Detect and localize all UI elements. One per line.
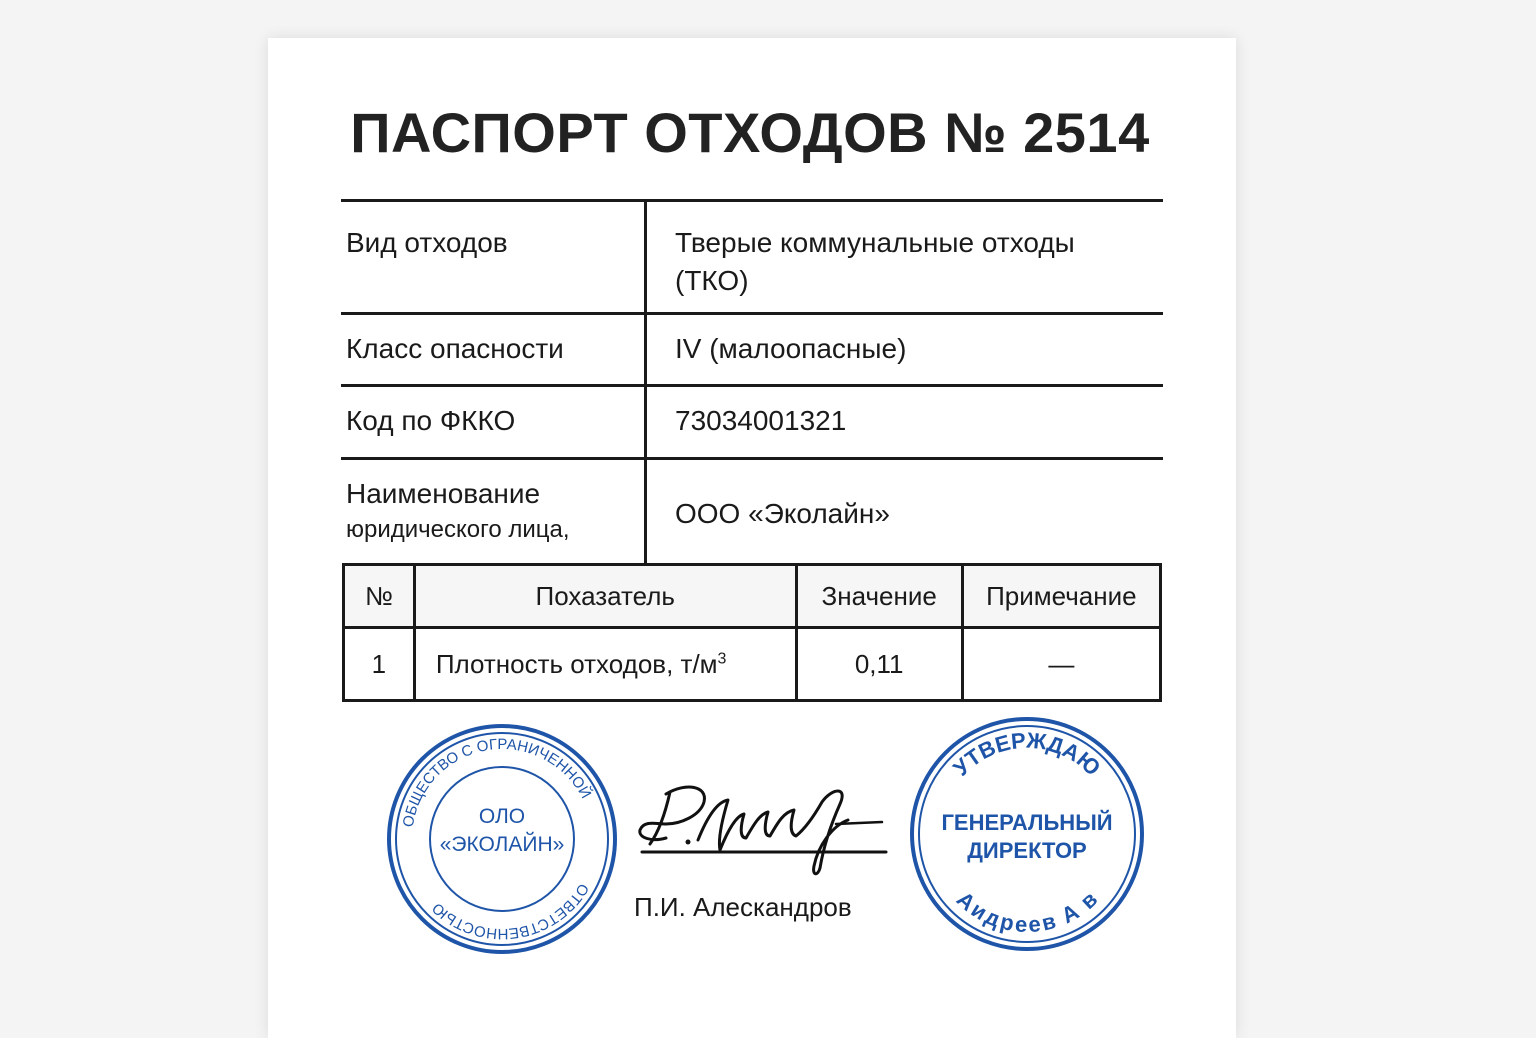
stamp-center-line1: ОЛО	[478, 805, 526, 828]
svg-text:Аидреев А в	[952, 886, 1102, 937]
waste-type-label: Вид отходов	[346, 227, 508, 258]
stamp-center-line2: ДИРЕКТОР	[967, 838, 1087, 863]
legal-name-label-line2: юридического лица,	[346, 516, 570, 543]
hazard-class-value: IV (малоопасные)	[675, 333, 907, 364]
page-title: ПАСПОРТ ОТХОДОВ № 2514	[350, 101, 1150, 164]
info-row-waste-type	[341, 201, 1163, 314]
fkko-code-value: 73034001321	[675, 405, 847, 436]
company-stamp	[386, 723, 618, 955]
approval-stamp	[909, 716, 1145, 952]
waste-type-value-line2: (ТКО)	[675, 265, 749, 296]
stamp-center-line2: «ЭКОЛАЙН»	[439, 833, 565, 856]
row-indicator: Плотность отходов, $т/м^3$	[414, 628, 796, 701]
stamp-center-line1: ГЕНЕРАЛЬНЫЙ	[941, 810, 1113, 835]
handwritten-signature	[636, 780, 892, 880]
stamp-ring-text-bottom: ОТВЕТСТВЕННОСТЬЮ	[429, 880, 592, 943]
row-value: 0,11	[796, 628, 962, 701]
stamp-ring-top: УТВЕРЖДАЮ	[948, 727, 1106, 781]
header-indicator: Похазатель	[414, 565, 796, 628]
fkko-code-label: Код по ФККО	[346, 405, 516, 436]
stamp-ring-bottom: Аидреев А в	[951, 886, 1103, 938]
table-row	[344, 628, 1161, 701]
indicators-table	[342, 563, 1162, 702]
legal-name-label-line1: Наименование	[346, 478, 541, 509]
waste-info-table	[341, 199, 1163, 564]
indicators-header-row	[344, 565, 1161, 628]
row-note: —	[962, 628, 1160, 701]
row-num: 1	[344, 628, 415, 701]
info-row-legal-name	[341, 459, 1163, 565]
header-note: Примечание	[962, 565, 1160, 628]
stamp-ring-text-top: ОБЩЕСТВО С ОГРАНИЧЕННОЙ	[399, 735, 595, 829]
waste-type-value	[675, 224, 1163, 300]
signer-name: П.И. Алескандров	[634, 892, 852, 922]
legal-name-value: ООО «Эколайн»	[675, 498, 890, 529]
header-num: №	[344, 565, 415, 628]
header-value: Значение	[796, 565, 962, 628]
info-row-hazard-class	[341, 314, 1163, 386]
hazard-class-label: Класс опасности	[346, 333, 564, 364]
info-row-fkko-code	[341, 386, 1163, 459]
waste-type-value-line1: Тверые коммунальные отходы	[675, 227, 1075, 258]
